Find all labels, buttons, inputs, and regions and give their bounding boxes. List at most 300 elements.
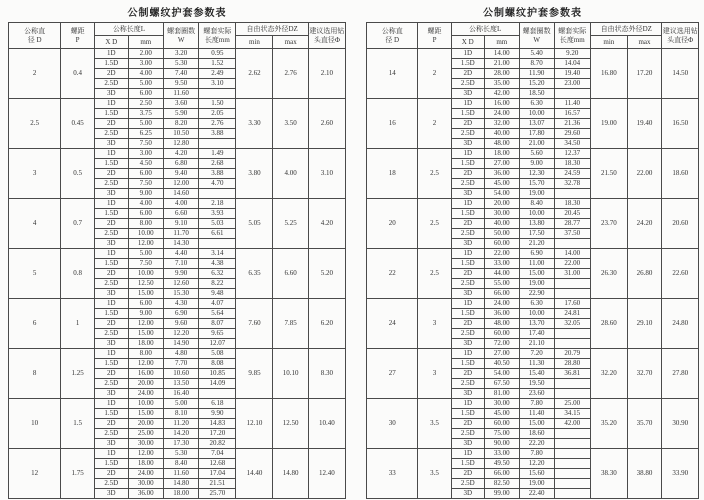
cell-xd: 2D: [94, 69, 128, 79]
cell-xd: 3D: [451, 239, 484, 249]
cell-coils: 11.60: [163, 89, 198, 99]
cell-coils: 11.20: [163, 419, 198, 429]
cell-length-mm: 81.00: [484, 389, 519, 399]
header-actual-line2: 长度mm: [559, 35, 585, 44]
cell-xd: 2.5D: [451, 229, 484, 239]
cell-od-min: 26.30: [591, 249, 628, 299]
cell-actual-length: 6.32: [199, 269, 236, 279]
cell-length-mm: 3.75: [128, 109, 163, 119]
right-parameter-table: [366, 6, 699, 499]
header-xd: X D: [94, 36, 128, 49]
header-pitch-line1: 螺距: [70, 26, 85, 35]
cell-coils: 15.20: [519, 79, 554, 89]
header-actual-line2: 长度mm: [204, 35, 230, 44]
cell-coils: 17.40: [519, 329, 554, 339]
cell-od-min: 32.20: [591, 349, 628, 399]
header-coils-line1: 螺套圈数: [522, 26, 551, 35]
cell-length-mm: 16.00: [128, 369, 163, 379]
cell-actual-length: 17.04: [199, 469, 236, 479]
cell-length-mm: 36.00: [128, 489, 163, 499]
cell-actual-length: 7.04: [199, 449, 236, 459]
cell-xd: 1D: [94, 449, 128, 459]
cell-actual-length: [554, 459, 591, 469]
cell-nominal-diameter: 6: [9, 299, 61, 349]
cell-actual-length: [554, 339, 591, 349]
cell-length-mm: 40.50: [484, 359, 519, 369]
cell-nominal-diameter: 3: [9, 149, 61, 199]
cell-xd: 1.5D: [451, 59, 484, 69]
header-actual-length: [554, 23, 591, 49]
cell-nominal-diameter: 30: [367, 399, 418, 449]
table-row: [367, 249, 699, 259]
cell-length-mm: 5.00: [128, 79, 163, 89]
cell-od-max: 35.70: [627, 399, 662, 449]
cell-length-mm: 4.50: [128, 159, 163, 169]
cell-xd: 1D: [94, 99, 128, 109]
cell-pitch: 2.5: [418, 249, 451, 299]
cell-xd: 2D: [451, 369, 484, 379]
cell-actual-length: 21.51: [199, 479, 236, 489]
cell-coils: 14.90: [163, 339, 198, 349]
cell-coils: 6.30: [519, 299, 554, 309]
cell-length-mm: 66.00: [484, 469, 519, 479]
cell-coils: 6.80: [163, 159, 198, 169]
cell-actual-length: 18.30: [554, 159, 591, 169]
cell-actual-length: 19.40: [554, 69, 591, 79]
cell-xd: 1.5D: [94, 359, 128, 369]
header-pitch-line1: 螺距: [427, 26, 442, 35]
table-row: [9, 249, 346, 259]
cell-length-mm: 30.00: [484, 399, 519, 409]
cell-coils: 21.00: [519, 139, 554, 149]
cell-actual-length: [554, 429, 591, 439]
cell-coils: 11.70: [163, 229, 198, 239]
cell-xd: 1.5D: [451, 209, 484, 219]
cell-length-mm: 16.00: [484, 99, 519, 109]
cell-actual-length: 20.79: [554, 349, 591, 359]
cell-xd: 1D: [451, 99, 484, 109]
cell-pitch: 1.25: [61, 349, 95, 399]
cell-coils: 5.90: [163, 109, 198, 119]
cell-actual-length: [554, 479, 591, 489]
cell-xd: 3D: [451, 389, 484, 399]
cell-drill-diameter: 12.40: [308, 449, 345, 499]
cell-nominal-diameter: 8: [9, 349, 61, 399]
cell-nominal-diameter: 27: [367, 349, 418, 399]
table-row: [9, 349, 346, 359]
cell-xd: 1.5D: [94, 459, 128, 469]
cell-length-mm: 44.00: [484, 269, 519, 279]
cell-od-max: 7.85: [273, 299, 308, 349]
cell-coils: 17.30: [163, 439, 198, 449]
cell-xd: 1.5D: [451, 159, 484, 169]
cell-length-mm: 6.00: [128, 209, 163, 219]
cell-coils: 10.00: [519, 309, 554, 319]
header-min: min: [591, 36, 628, 49]
cell-length-mm: 30.00: [484, 209, 519, 219]
cell-xd: 2.5D: [451, 379, 484, 389]
header-coils: [163, 23, 198, 49]
cell-coils: 18.00: [163, 489, 198, 499]
cell-nominal-diameter: 2.5: [9, 99, 61, 149]
cell-length-mm: 10.00: [128, 229, 163, 239]
cell-length-mm: 28.00: [484, 69, 519, 79]
cell-actual-length: 1.49: [199, 149, 236, 159]
cell-actual-length: [554, 189, 591, 199]
cell-xd: 2D: [451, 419, 484, 429]
header-diameter: [367, 23, 418, 49]
cell-actual-length: [199, 389, 236, 399]
cell-actual-length: 34.15: [554, 409, 591, 419]
cell-pitch: 2: [418, 99, 451, 149]
cell-nominal-diameter: 5: [9, 249, 61, 299]
cell-xd: 2.5D: [94, 379, 128, 389]
cell-xd: 1.5D: [451, 309, 484, 319]
cell-length-mm: 6.25: [128, 129, 163, 139]
cell-coils: 9.10: [163, 219, 198, 229]
cell-length-mm: 4.00: [128, 199, 163, 209]
cell-nominal-diameter: 2: [9, 49, 61, 99]
cell-actual-length: [199, 89, 236, 99]
cell-actual-length: 14.09: [199, 379, 236, 389]
cell-actual-length: 9.90: [199, 409, 236, 419]
cell-od-max: 29.10: [627, 299, 662, 349]
cell-coils: 3.20: [163, 49, 198, 59]
cell-length-mm: 9.00: [128, 189, 163, 199]
cell-length-mm: 36.00: [484, 309, 519, 319]
cell-coils: 15.00: [519, 419, 554, 429]
cell-length-mm: 24.00: [484, 299, 519, 309]
cell-nominal-diameter: 12: [9, 449, 61, 499]
cell-length-mm: 12.00: [128, 449, 163, 459]
cell-xd: 2.5D: [94, 79, 128, 89]
cell-xd: 1.5D: [94, 259, 128, 269]
header-coils: [519, 23, 554, 49]
cell-length-mm: 27.00: [484, 159, 519, 169]
cell-xd: 2.5D: [451, 279, 484, 289]
cell-length-mm: 5.00: [128, 119, 163, 129]
cell-xd: 2.5D: [94, 479, 128, 489]
cell-od-min: 19.00: [591, 99, 628, 149]
table-row: [367, 449, 699, 459]
header-drill-line1: 建议选用钻: [309, 26, 345, 35]
cell-coils: 19.00: [519, 479, 554, 489]
cell-coils: 8.40: [163, 459, 198, 469]
cell-coils: 15.70: [519, 179, 554, 189]
cell-actual-length: 5.03: [199, 219, 236, 229]
cell-length-mm: 18.00: [128, 339, 163, 349]
cell-length-mm: 33.00: [484, 259, 519, 269]
cell-length-mm: 20.00: [128, 419, 163, 429]
table-row: [9, 449, 346, 459]
cell-length-mm: 12.00: [128, 319, 163, 329]
cell-pitch: 0.7: [61, 199, 95, 249]
cell-drill-diameter: 27.80: [662, 349, 699, 399]
cell-od-min: 14.40: [236, 449, 273, 499]
cell-od-max: 38.80: [627, 449, 662, 499]
cell-od-min: 38.30: [591, 449, 628, 499]
cell-actual-length: [554, 329, 591, 339]
cell-length-mm: 90.00: [484, 439, 519, 449]
cell-actual-length: 8.22: [199, 279, 236, 289]
cell-length-mm: 45.00: [484, 409, 519, 419]
cell-actual-length: 18.30: [554, 199, 591, 209]
cell-coils: 19.50: [519, 379, 554, 389]
cell-actual-length: 1.52: [199, 59, 236, 69]
cell-coils: 22.40: [519, 489, 554, 499]
cell-length-mm: 7.50: [128, 179, 163, 189]
cell-xd: 3D: [94, 339, 128, 349]
cell-drill-diameter: 2.10: [308, 49, 345, 99]
cell-actual-length: 24.59: [554, 169, 591, 179]
cell-actual-length: 25.00: [554, 399, 591, 409]
cell-drill-diameter: 5.20: [308, 249, 345, 299]
cell-coils: 14.60: [163, 189, 198, 199]
cell-coils: 10.50: [163, 129, 198, 139]
header-free-od: 自由状态外径DZ: [591, 23, 662, 36]
cell-xd: 1D: [94, 399, 128, 409]
cell-actual-length: 42.00: [554, 419, 591, 429]
cell-coils: 7.80: [519, 399, 554, 409]
cell-xd: 2.5D: [94, 229, 128, 239]
cell-coils: 6.90: [519, 249, 554, 259]
cell-coils: 11.90: [519, 69, 554, 79]
cell-coils: 6.90: [163, 309, 198, 319]
cell-xd: 2D: [94, 419, 128, 429]
cell-length-mm: 18.00: [128, 459, 163, 469]
cell-actual-length: [554, 379, 591, 389]
cell-xd: 3D: [94, 489, 128, 499]
cell-drill-diameter: 2.60: [308, 99, 345, 149]
cell-xd: 2.5D: [94, 179, 128, 189]
cell-coils: 22.20: [519, 439, 554, 449]
cell-actual-length: [554, 289, 591, 299]
header-coils-line2: W: [177, 35, 185, 44]
cell-actual-length: 17.60: [554, 299, 591, 309]
cell-length-mm: 54.00: [484, 369, 519, 379]
cell-actual-length: 2.49: [199, 69, 236, 79]
cell-coils: 14.80: [163, 479, 198, 489]
cell-od-max: 24.20: [627, 199, 662, 249]
cell-od-max: 6.60: [273, 249, 308, 299]
cell-length-mm: 35.00: [484, 79, 519, 89]
cell-length-mm: 2.00: [128, 49, 163, 59]
cell-od-min: 2.62: [236, 49, 273, 99]
cell-xd: 3D: [451, 489, 484, 499]
cell-xd: 3D: [451, 289, 484, 299]
cell-actual-length: 4.70: [199, 179, 236, 189]
cell-length-mm: 7.50: [128, 259, 163, 269]
cell-drill-diameter: 18.60: [662, 149, 699, 199]
cell-pitch: 3.5: [418, 399, 451, 449]
cell-length-mm: 32.00: [484, 119, 519, 129]
cell-od-max: 32.70: [627, 349, 662, 399]
cell-xd: 2D: [94, 269, 128, 279]
cell-od-min: 12.10: [236, 399, 273, 449]
cell-actual-length: 24.81: [554, 309, 591, 319]
cell-actual-length: [199, 139, 236, 149]
cell-length-mm: 18.00: [484, 149, 519, 159]
cell-xd: 1D: [94, 149, 128, 159]
cell-length-mm: 50.00: [484, 229, 519, 239]
cell-coils: 13.70: [519, 319, 554, 329]
cell-xd: 1D: [94, 199, 128, 209]
cell-xd: 2D: [94, 219, 128, 229]
cell-length-mm: 33.00: [484, 449, 519, 459]
table-row: [367, 49, 699, 59]
cell-length-mm: 6.00: [128, 169, 163, 179]
cell-coils: 6.60: [163, 209, 198, 219]
cell-length-mm: 15.00: [128, 409, 163, 419]
cell-length-mm: 67.50: [484, 379, 519, 389]
cell-xd: 1D: [451, 199, 484, 209]
cell-actual-length: [554, 279, 591, 289]
cell-actual-length: 3.14: [199, 249, 236, 259]
cell-nominal-diameter: 10: [9, 399, 61, 449]
cell-coils: 17.80: [519, 129, 554, 139]
cell-nominal-diameter: 33: [367, 449, 418, 499]
header-pitch-line2: P: [432, 35, 437, 44]
header-coils-line1: 螺套圈数: [167, 26, 196, 35]
cell-length-mm: 66.00: [484, 289, 519, 299]
cell-length-mm: 30.00: [128, 439, 163, 449]
cell-xd: 1D: [94, 349, 128, 359]
cell-coils: 19.00: [519, 279, 554, 289]
cell-actual-length: 2.05: [199, 109, 236, 119]
cell-actual-length: 21.36: [554, 119, 591, 129]
cell-actual-length: 2.76: [199, 119, 236, 129]
cell-xd: 3D: [451, 89, 484, 99]
cell-actual-length: 5.08: [199, 349, 236, 359]
cell-pitch: 0.8: [61, 249, 95, 299]
cell-length-mm: 24.00: [128, 469, 163, 479]
table-header: [9, 23, 346, 49]
cell-xd: 2D: [451, 319, 484, 329]
cell-nominal-diameter: 14: [367, 49, 418, 99]
cell-length-mm: 24.00: [484, 109, 519, 119]
header-mm: mm: [128, 36, 163, 49]
cell-coils: 10.00: [519, 209, 554, 219]
cell-actual-length: [554, 469, 591, 479]
cell-coils: 5.30: [163, 59, 198, 69]
cell-pitch: 0.4: [61, 49, 95, 99]
cell-coils: 14.30: [163, 239, 198, 249]
header-drill: [308, 23, 345, 49]
table-row: [9, 399, 346, 409]
cell-xd: 2.5D: [451, 429, 484, 439]
cell-actual-length: 12.68: [199, 459, 236, 469]
table-row: [367, 199, 699, 209]
cell-actual-length: 37.50: [554, 229, 591, 239]
cell-actual-length: 11.40: [554, 99, 591, 109]
cell-od-max: 3.50: [273, 99, 308, 149]
cell-pitch: 1.75: [61, 449, 95, 499]
cell-coils: 5.00: [163, 399, 198, 409]
cell-actual-length: 28.80: [554, 359, 591, 369]
cell-actual-length: 3.88: [199, 129, 236, 139]
cell-coils: 9.00: [519, 159, 554, 169]
cell-actual-length: 12.07: [199, 339, 236, 349]
table-body: [9, 49, 346, 499]
cell-coils: 8.70: [519, 59, 554, 69]
cell-actual-length: 9.48: [199, 289, 236, 299]
cell-nominal-diameter: 22: [367, 249, 418, 299]
cell-xd: 2.5D: [451, 179, 484, 189]
header-nominal-length: 公称长度L: [94, 23, 163, 36]
cell-xd: 1.5D: [94, 109, 128, 119]
cell-drill-diameter: 10.40: [308, 399, 345, 449]
cell-xd: 3D: [94, 439, 128, 449]
cell-coils: 4.40: [163, 249, 198, 259]
cell-length-mm: 7.50: [128, 139, 163, 149]
cell-od-min: 7.60: [236, 299, 273, 349]
cell-actual-length: 25.70: [199, 489, 236, 499]
cell-xd: 3D: [94, 389, 128, 399]
cell-coils: 15.30: [163, 289, 198, 299]
cell-xd: 2D: [94, 469, 128, 479]
cell-coils: 9.40: [163, 169, 198, 179]
cell-od-max: 2.76: [273, 49, 308, 99]
cell-drill-diameter: 4.20: [308, 199, 345, 249]
header-pitch-line2: P: [75, 35, 80, 44]
cell-xd: 2.5D: [451, 479, 484, 489]
cell-coils: 12.00: [163, 179, 198, 189]
header-actual-length: [199, 23, 236, 49]
cell-actual-length: 23.00: [554, 79, 591, 89]
cell-length-mm: 60.00: [484, 419, 519, 429]
cell-length-mm: 8.00: [128, 219, 163, 229]
cell-length-mm: 60.00: [484, 329, 519, 339]
cell-length-mm: 55.00: [484, 279, 519, 289]
cell-coils: 22.90: [519, 289, 554, 299]
cell-od-max: 10.10: [273, 349, 308, 399]
cell-od-min: 9.85: [236, 349, 273, 399]
cell-actual-length: [554, 389, 591, 399]
cell-xd: 1.5D: [451, 459, 484, 469]
cell-od-max: 19.40: [627, 99, 662, 149]
cell-xd: 2D: [94, 369, 128, 379]
table-row: [9, 149, 346, 159]
cell-actual-length: 0.95: [199, 49, 236, 59]
cell-nominal-diameter: 20: [367, 199, 418, 249]
cell-length-mm: 4.00: [128, 69, 163, 79]
cell-length-mm: 12.00: [128, 359, 163, 369]
cell-xd: 3D: [451, 139, 484, 149]
cell-drill-diameter: 3.10: [308, 149, 345, 199]
cell-xd: 3D: [94, 139, 128, 149]
cell-pitch: 0.5: [61, 149, 95, 199]
cell-nominal-diameter: 16: [367, 99, 418, 149]
cell-xd: 2.5D: [94, 329, 128, 339]
cell-pitch: 3: [418, 349, 451, 399]
cell-drill-diameter: 8.30: [308, 349, 345, 399]
cell-actual-length: 32.05: [554, 319, 591, 329]
cell-xd: 1D: [94, 249, 128, 259]
header-actual-line1: 螺套实际: [203, 26, 232, 35]
cell-pitch: 0.45: [61, 99, 95, 149]
cell-drill-diameter: 6.20: [308, 299, 345, 349]
cell-length-mm: 48.00: [484, 139, 519, 149]
cell-xd: 2D: [451, 219, 484, 229]
header-min: min: [236, 36, 273, 49]
cell-actual-length: 22.00: [554, 259, 591, 269]
cell-actual-length: 14.83: [199, 419, 236, 429]
cell-coils: 21.10: [519, 339, 554, 349]
cell-length-mm: 12.00: [128, 239, 163, 249]
cell-coils: 4.30: [163, 299, 198, 309]
cell-actual-length: 3.88: [199, 169, 236, 179]
cell-coils: 7.40: [163, 69, 198, 79]
